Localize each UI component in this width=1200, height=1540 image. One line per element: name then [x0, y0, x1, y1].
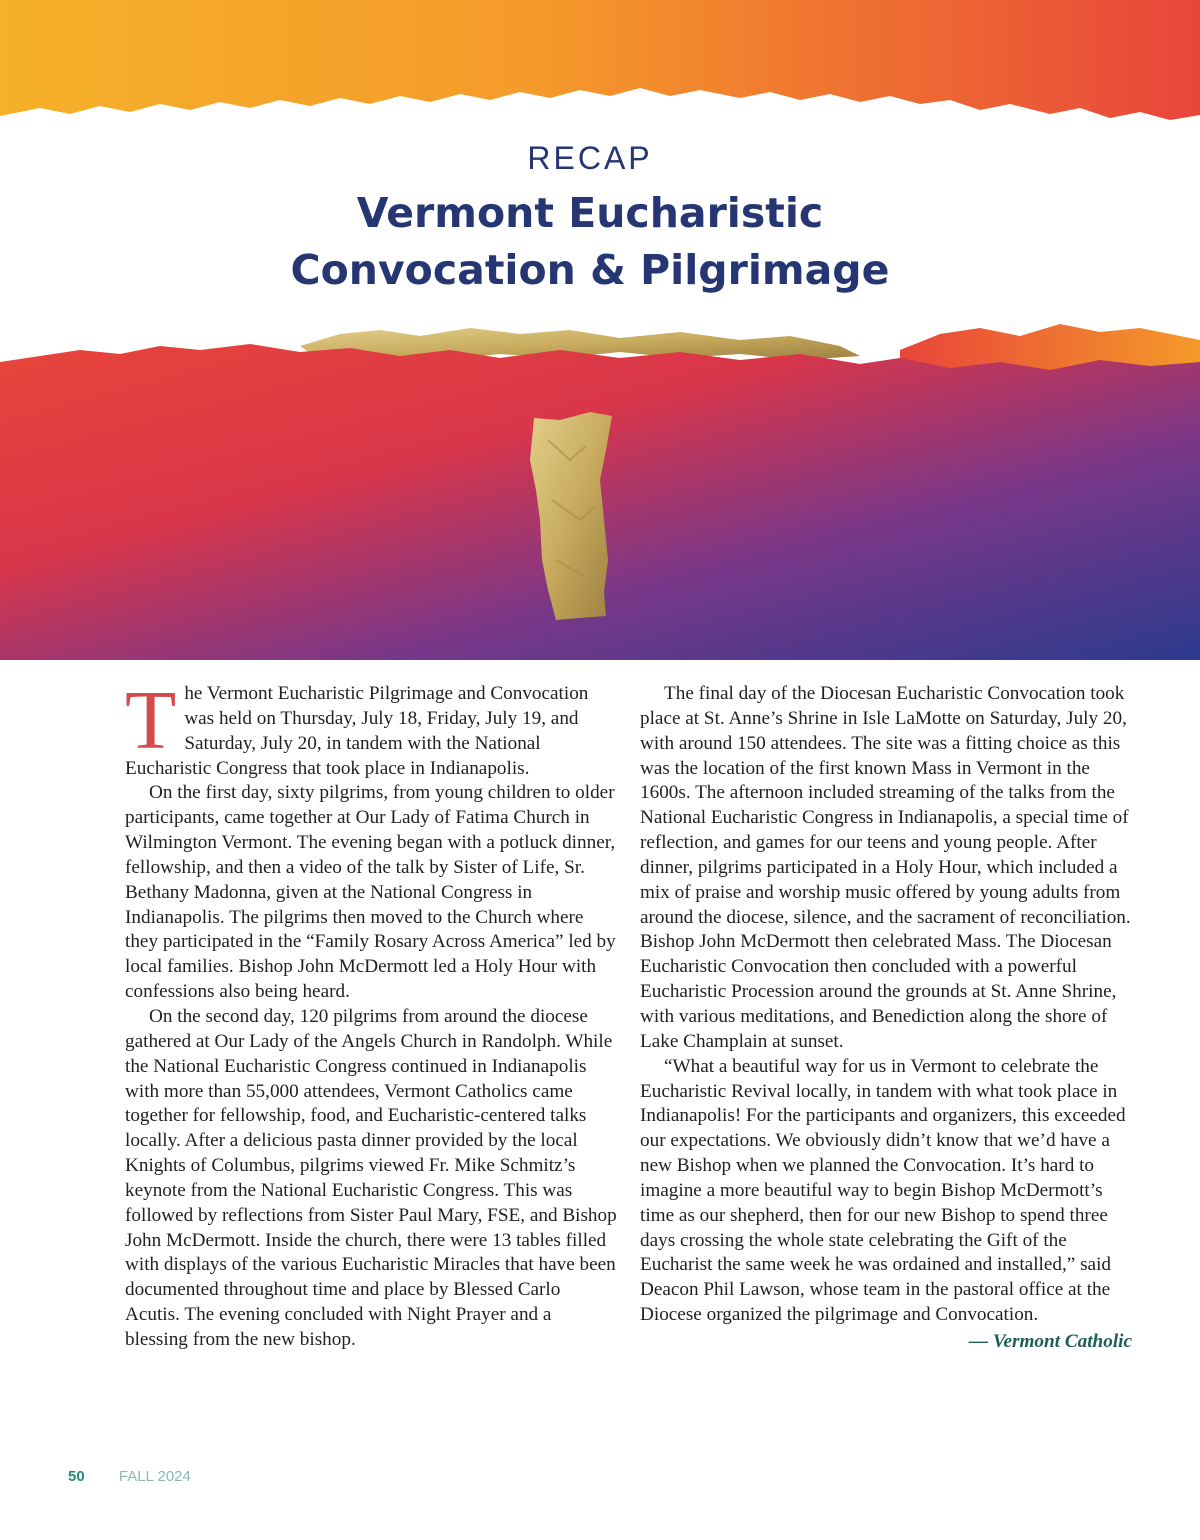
article-paragraph: The final day of the Diocesan Eucharistic Convocation took place at St. Anne’s Shrine in Isle LaMotte on Saturday, July 20, with around 150 attendees. The site was a fitting choice as this was the location of the first known Mass in Vermont in the 1600s. The afternoon included streaming of the talks from the National Eucharistic Congress in Indianapolis, a special time of reflection, and games for our teens and young people. After dinner, pilgrims participated in a Holy Hour, which included a mix of praise and worship music offered by young adults from around the diocese, silence, and the sacrament of reconciliation. Bishop John McDermott then celebrated Mass. The Diocesan Eucharistic Convocation then concluded with a powerful Eucharistic Procession around the grounds at St. Anne Shrine, with various meditations, and Benediction along the shore of Lake Champlain at sunset.	[640, 683, 1131, 1052]
article-title	[0, 185, 1180, 299]
top-torn-paper-band	[0, 0, 1200, 140]
article-column-left	[125, 674, 617, 1353]
article-paragraph: On the first day, sixty pilgrims, from young children to older participants, came together at Our Lady of Fatima Church in Wilmington Vermont. The evening began with a potluck dinner, fellowship, and then a video of the talk by Sister of Life, Sr. Bethany Madonna, given at the National Congress in Indianapolis. The pilgrims then moved to the Church where they participated in the “Family Rosary Across America” led by local families. Bishop John McDermott led a Holy Hour with confessions also being heard.	[125, 782, 616, 1003]
article-paragraph: The Vermont Eucharistic Pilgrimage and Convocation was held on Thursday, July 18, Friday, July 19, and Saturday, July 20, in tandem with the National Eucharistic Congress that took place in Indianapolis.	[125, 674, 589, 779]
title-line-2: Convocation & Pilgrimage	[290, 246, 890, 294]
article-column-right	[640, 682, 1132, 1355]
page-footer	[68, 1468, 191, 1485]
section-kicker: RECAP	[527, 140, 653, 176]
issue-label: FALL 2024	[118, 1468, 191, 1485]
title-line-1: Vermont Eucharistic	[356, 189, 824, 237]
article-byline: — Vermont Catholic	[968, 1330, 1132, 1352]
hero-illustration	[0, 320, 1200, 660]
article-paragraph: “What a beautiful way for us in Vermont to celebrate the Eucharistic Revival locally, in tandem with what took place in Indianapolis! For the participants and organizers, this exceeded our expectations. We obviously didn’t know that we’d have a new Bishop when we planned the Convocation. It’s hard to imagine a more beautiful way to begin Bishop McDermott’s time as our shepherd, then for our new Bishop to spend three days crossing the whole state celebrating the Gift of the Eucharist the same week he was ordained and installed,” said Deacon Phil Lawson, whose team in the pastoral office at the Diocese organized the pilgrimage and Convocation.	[640, 1055, 1126, 1326]
article-header	[0, 140, 1180, 299]
drop-cap: T	[125, 674, 177, 767]
page-number: 50	[68, 1468, 85, 1485]
article-paragraph: On the second day, 120 pilgrims from around the diocese gathered at Our Lady of the Angels Church in Randolph. While the National Eucharistic Congress continued in Indianapolis with more than 55,000 attendees, Vermont Catholics came together for fellowship, food, and Eucharistic-centered talks locally. After a delicious pasta dinner provided by the local Knights of Columbus, pilgrims viewed Fr. Mike Schmitz’s keynote from the National Eucharistic Congress. This was followed by reflections from Sister Paul Mary, FSE, and Bishop John McDermott. Inside the church, there were 13 tables filled with displays of the various Eucharistic Miracles that have been documented throughout time and place by Blessed Carlo Acutis. The evening concluded with Night Prayer and a blessing from the new bishop.	[125, 1005, 617, 1350]
